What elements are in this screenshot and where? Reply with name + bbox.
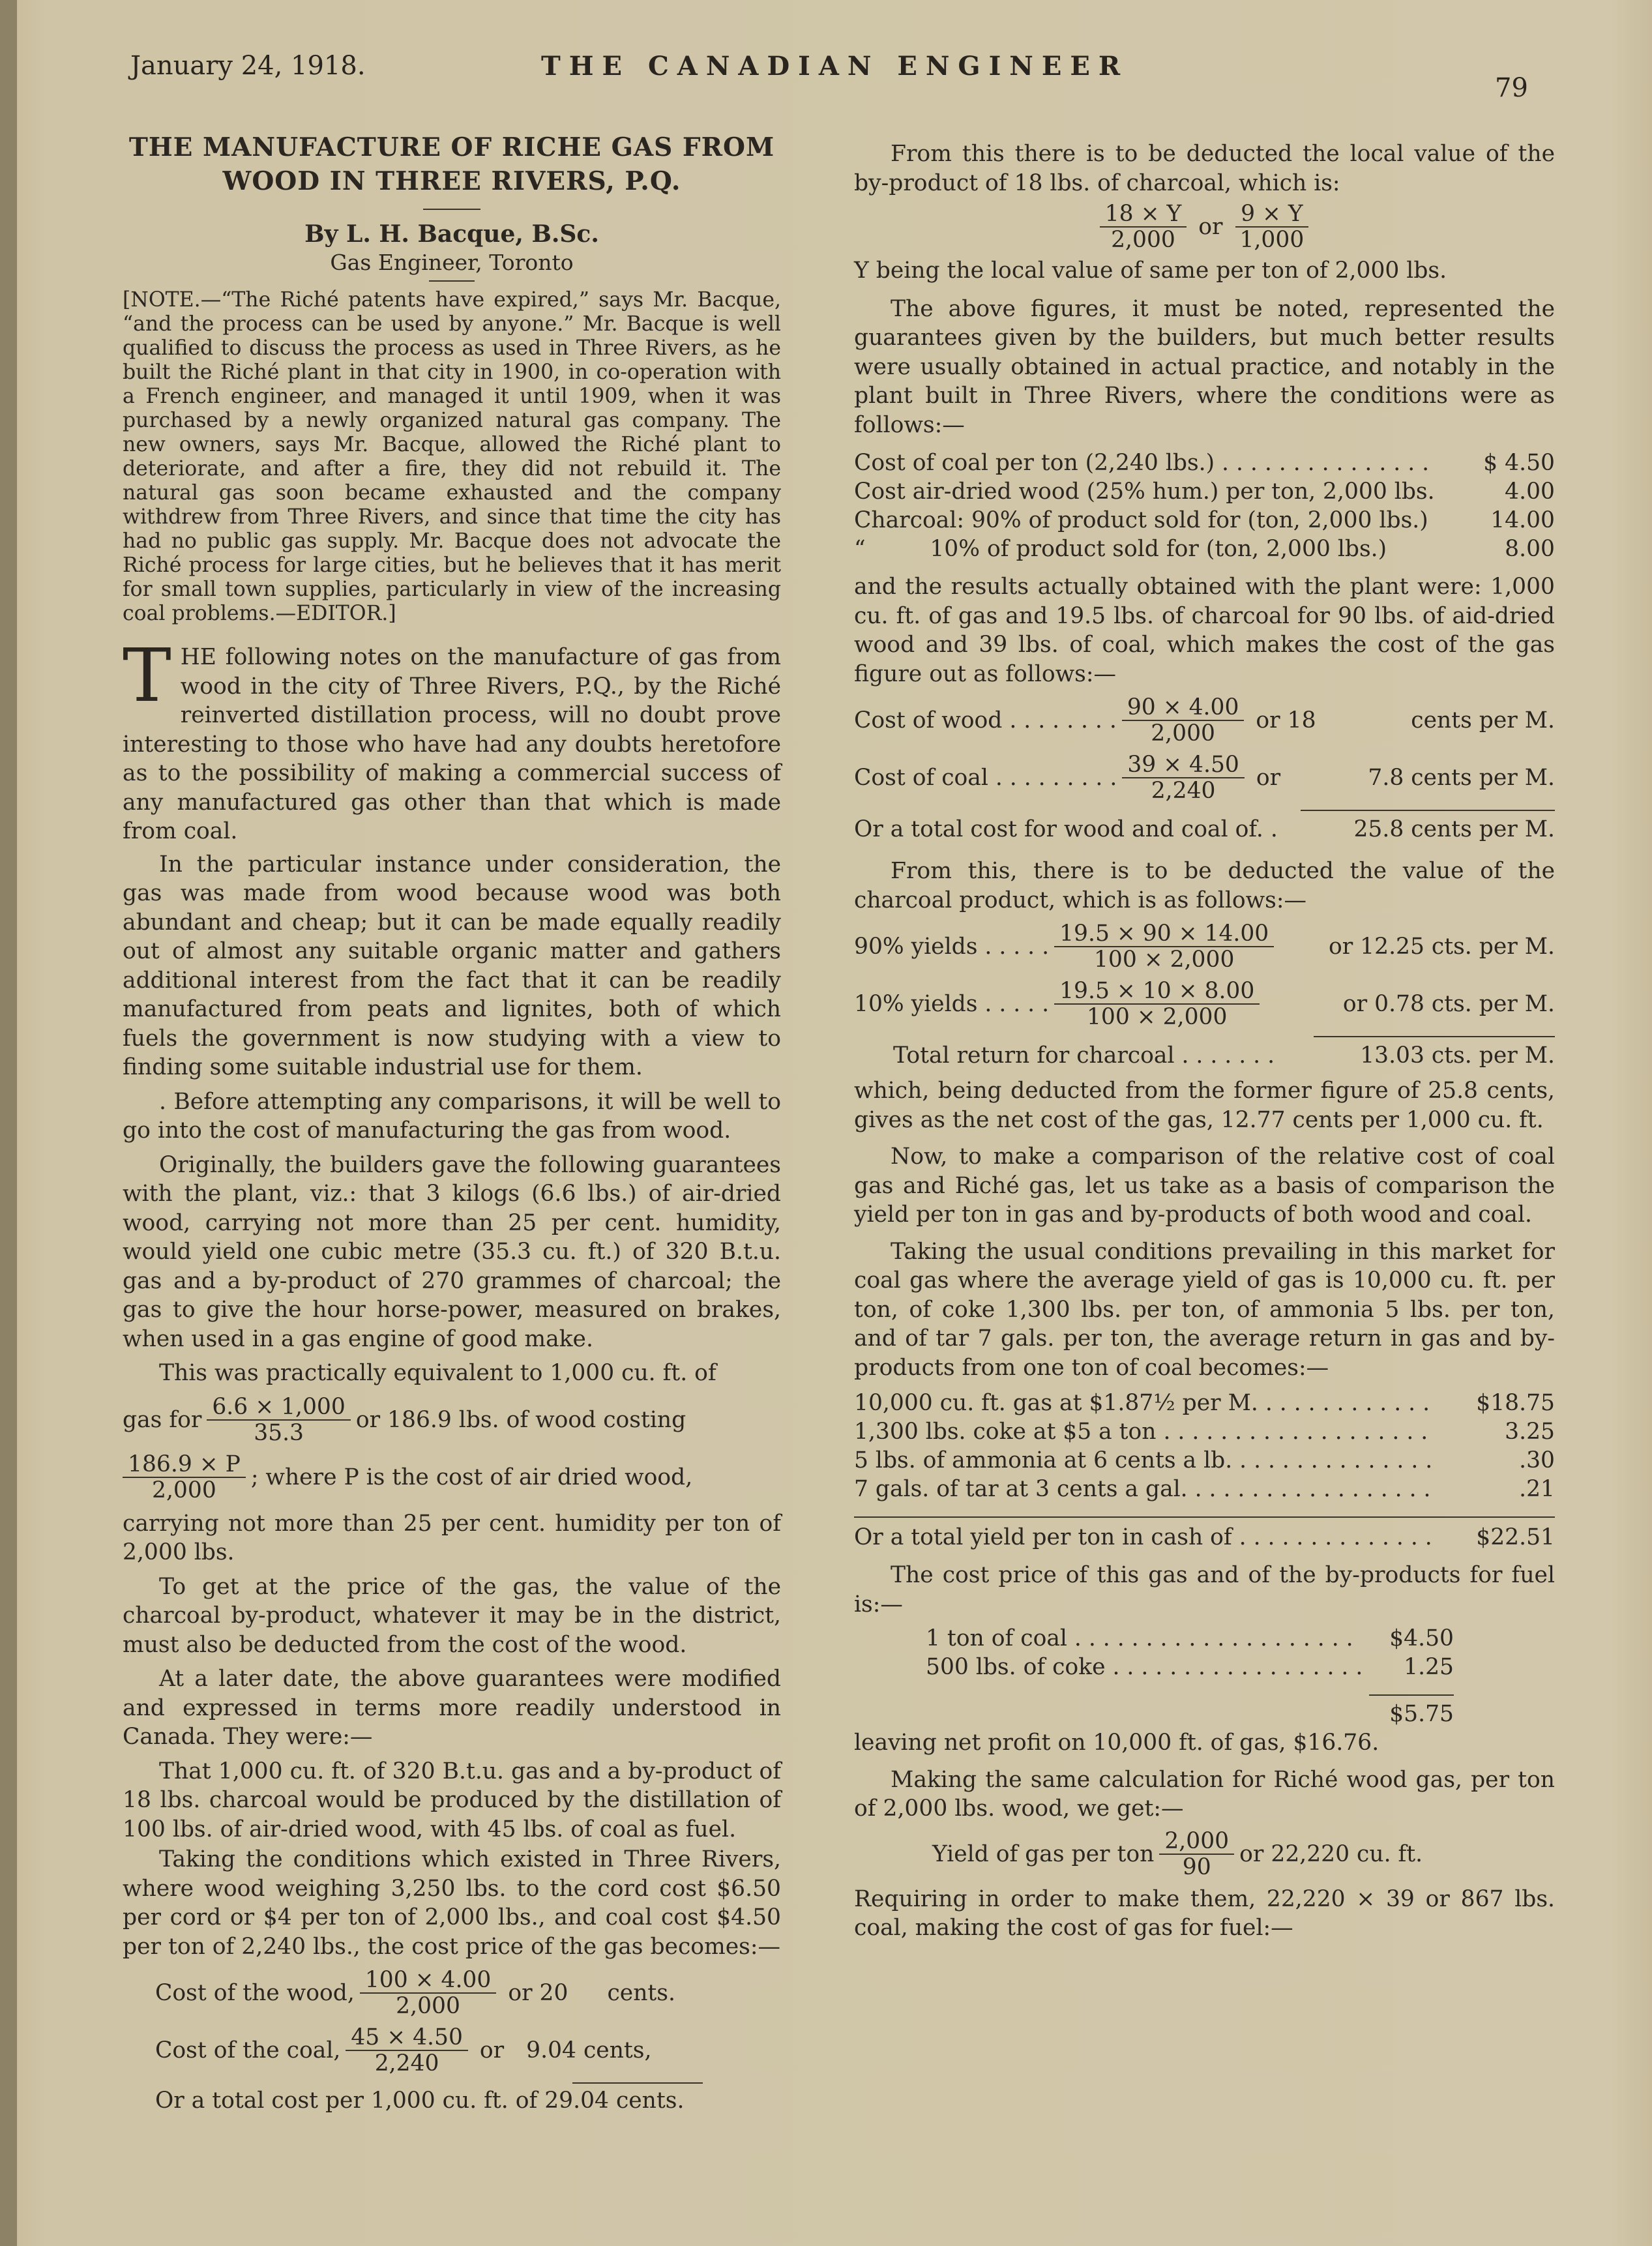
fraction	[123, 1452, 246, 1503]
calc-wood	[123, 1968, 781, 2018]
list-item	[854, 506, 1555, 535]
list-item-label: 5 lbs. of ammonia at 6 cents a lb. . . . . . . . . . . . . . .	[854, 1447, 1433, 1473]
list-item-label: Charcoal: 90% of product sold for (ton, 2,000 lbs.)	[854, 507, 1428, 533]
eq-or: or	[1198, 214, 1223, 240]
paragraph-8: That 1,000 cu. ft. of 320 B.t.u. gas and a by-product of 18 lbs. charcoal would be produced by the distillation of 100 lbs. of air-dried wood, with 45 lbs. of coal as fuel.	[123, 1758, 781, 1842]
list-item	[854, 1446, 1555, 1475]
fraction-denominator: 35.3	[254, 1419, 304, 1446]
calc-result: or 12.25 cts. per M.	[1328, 934, 1555, 960]
list-item-value: .30	[1519, 1447, 1555, 1473]
drop-cap: T	[123, 634, 171, 718]
eq-text: ; where P is the cost of air dried wood,	[250, 1464, 693, 1490]
paragraph-2: In the particular instance under consideration, the gas was made from wood because wood was both abundant and cheap; but it can be made equally readily out of almost any suitable organic matter and gathers additional interest from the fact that it can be readily manufactured from peats and lignites, both of which fuels the government is now studying with a view to finding some suitable industrial use for them.	[123, 851, 781, 1080]
total-rule	[1301, 810, 1555, 811]
calc-label: 10% yields . . . . .	[854, 991, 1050, 1017]
calc-result-unit: cents per M.	[1411, 707, 1555, 733]
paragraph-5-lead: This was practically equivalent to 1,000 cu. ft. of	[159, 1360, 716, 1386]
list-item-label: 1,300 lbs. coke at $5 a ton . . . . . . . . . . . . . . . . . . .	[854, 1419, 1428, 1445]
paragraph-r7: Now, to make a comparison of the relative cost of coal gas and Riché gas, let us take as a basis of comparison the yield per ton in gas and by-products of both wood and coal.	[854, 1144, 1555, 1228]
fraction	[1122, 752, 1245, 803]
calc-or: or	[1256, 765, 1281, 791]
calc-result: 13.03 cts. per M.	[1360, 1042, 1555, 1069]
calc-label: Yield of gas per ton	[932, 1840, 1155, 1867]
fraction	[1100, 201, 1187, 252]
fraction-denominator: 2,240	[1151, 778, 1216, 804]
fraction	[1122, 695, 1245, 746]
total-rule	[1369, 1694, 1454, 1696]
fraction	[1054, 979, 1260, 1029]
fraction	[1159, 1829, 1234, 1880]
list-item-label: “ 10% of product sold for (ton, 2,000 lbs.)	[854, 536, 1387, 562]
calc-label: Cost of the coal,	[155, 2037, 341, 2063]
paragraph-r12: Requiring in order to make them, 22,220 × 39 or 867 lbs. coal, making the cost of gas for fuel:—	[854, 1885, 1555, 1941]
list-item-value: .21	[1519, 1476, 1555, 1502]
list-item-value: 3.25	[1505, 1419, 1555, 1445]
paragraph-9: Taking the conditions which existed in Three Rivers, where wood weighing 3,250 lbs. to the cord cost $6.50 per cord or $4 per ton of 2,000 lbs., and coal cost $4.50 per ton of 2,240 lbs., the cost price of the gas becomes:—	[123, 1846, 781, 1960]
calc-charcoal-10	[854, 979, 1555, 1029]
fraction-numerator: 9 × Y	[1235, 201, 1308, 228]
calc-result: or 22,220 cu. ft.	[1239, 1840, 1423, 1867]
paragraph-r2: Y being the local value of same per ton of 2,000 lbs.	[854, 258, 1447, 284]
list-item-value: 14.00	[1490, 507, 1555, 533]
list-item-value: $4.50	[1389, 1625, 1454, 1651]
list-item-label: 1 ton of coal . . . . . . . . . . . . . . . . . . . .	[926, 1625, 1353, 1651]
calc-total-wood-coal	[854, 815, 1555, 844]
calc-result: 7.8 cents per M.	[1368, 765, 1555, 791]
list-item	[854, 477, 1555, 506]
fraction-denominator: 100 × 2,000	[1093, 947, 1235, 973]
list-item-value: 8.00	[1505, 536, 1555, 562]
list-item	[926, 1624, 1454, 1653]
fraction	[207, 1395, 350, 1445]
left-column	[123, 130, 781, 2116]
equation-charcoal-value	[854, 201, 1555, 252]
list-item-label: Or a total yield per ton in cash of . . . . . . . . . . . . . .	[854, 1524, 1432, 1550]
right-column	[854, 130, 1555, 1943]
fraction-denominator: 2,000	[152, 1477, 216, 1503]
total-rule	[1314, 1036, 1555, 1037]
binding-gutter	[0, 0, 17, 2246]
fraction-numerator: 18 × Y	[1100, 201, 1187, 228]
paragraph-r8: Taking the usual conditions prevailing in this market for coal gas where the average yield of gas is 10,000 cu. ft. per ton, of coke 1,300 lbs. per ton, of ammonia 5 lbs. per ton, and of tar 7 gals. per ton, the average return in gas and by-products from one ton of coal becomes:—	[854, 1238, 1555, 1381]
fraction	[360, 1968, 497, 2018]
list-item-value: 4.00	[1505, 479, 1555, 505]
calc-label: 90% yields . . . . .	[854, 934, 1050, 960]
fraction	[346, 2025, 468, 2076]
calc-label: Total return for charcoal . . . . . . .	[893, 1042, 1275, 1069]
calc-label: Cost of coal . . . . . . . . .	[854, 765, 1117, 791]
list-item-value: $ 4.50	[1483, 450, 1555, 476]
list-item-value: $22.51	[1476, 1524, 1555, 1550]
calc-coal-per-m	[854, 752, 1555, 803]
calc-result: or 0.78 cts. per M.	[1342, 991, 1555, 1017]
equation-wood-weight	[123, 1395, 781, 1445]
calc-result-unit: cents.	[607, 1980, 675, 2006]
list-item-label: Cost of coal per ton (2,240 lbs.) . . . . . . . . . . . . . . .	[854, 450, 1430, 476]
fraction-denominator: 1,000	[1239, 227, 1305, 253]
list-item-label: 7 gals. of tar at 3 cents a gal. . . . . . . . . . . . . . . . . .	[854, 1476, 1431, 1502]
paragraph-r10: leaving net profit on 10,000 ft. of gas, $16.76.	[854, 1730, 1379, 1756]
fraction-numerator: 90 × 4.00	[1122, 695, 1245, 721]
article-title-line-1: THE MANUFACTURE OF RICHE GAS FROM	[128, 132, 775, 162]
list-item	[854, 1523, 1555, 1552]
paragraph-6: To get at the price of the gas, the value of the charcoal by-product, whatever it may be in the district, must also be deducted from the cost of the wood.	[123, 1573, 781, 1658]
eq-text: gas for	[123, 1406, 202, 1433]
paragraph-r11: Making the same calculation for Riché wood gas, per ton of 2,000 lbs. wood, we get:—	[854, 1766, 1555, 1822]
total-rule	[572, 2082, 703, 2084]
page-number: 79	[1495, 73, 1528, 103]
fuel-cost-list	[926, 1624, 1454, 1681]
fraction-numerator: 100 × 4.00	[360, 1968, 497, 1994]
paragraph-r1: From this there is to be deducted the local value of the by-product of 18 lbs. of charcoal, which is:	[854, 141, 1555, 196]
editor-note: [NOTE.—“The Riché patents have expired,” says Mr. Bacque, “and the process can be used by anyone.” Mr. Bacque is well qualified to discuss the process as used in Three Rivers, as he built the Riché plant in that city in 1900, in co-operation with a French engineer, and managed it until 1909, when it was purchased by a newly organized natural gas company. The new owners, says Mr. Bacque, allowed the Riché plant to deteriorate, and after a fire, they did not rebuild it. The natural gas soon became exhausted and the company withdrew from Three Rivers, and since that time the city has had no public gas supply. Mr. Bacque does not advocate the Riché process for large cities, but he believes that it has merit for small town supplies, particularly in view of the increasing coal problems.—EDITOR.]	[123, 288, 781, 625]
fuel-cost-total: $5.75	[1389, 1701, 1454, 1727]
paragraph-7: At a later date, the above guarantees were modified and expressed in terms more readily understood in Canada. They were:—	[123, 1666, 781, 1750]
list-item	[854, 535, 1555, 563]
calc-result: 25.8 cents per M.	[1353, 816, 1555, 842]
paragraph-r4: and the results actually obtained with the plant were: 1,000 cu. ft. of gas and 19.5 lbs. of charcoal for 90 lbs. of aid-dried wood and 39 lbs. of coal, which makes the cost of the gas figure out as follows:—	[854, 574, 1555, 687]
calc-label: Cost of wood . . . . . . . .	[854, 707, 1117, 733]
list-item	[854, 1475, 1555, 1503]
fraction-numerator: 19.5 × 10 × 8.00	[1054, 979, 1260, 1005]
fraction-denominator: 2,000	[396, 1993, 460, 2019]
list-item	[854, 1389, 1555, 1417]
byline: By L. H. Bacque, B.Sc.	[304, 220, 599, 248]
list-item-value: 1.25	[1404, 1654, 1454, 1680]
paragraph-5-tail: carrying not more than 25 per cent. humidity per ton of 2,000 lbs.	[123, 1510, 781, 1565]
calc-riche-yield	[854, 1829, 1555, 1880]
paragraph-1-text: HE following notes on the manufacture of gas from wood in the city of Three Rivers, P.Q., by the Riché reinverted distillation process, will no doubt prove interesting to those who have had any doubts heretofore as to the possibility of making a commercial success of any manufactured gas other than that which is made from coal.	[123, 644, 781, 844]
journal-title: THE CANADIAN ENGINEER	[541, 51, 1129, 81]
calc-wood-per-m	[854, 695, 1555, 746]
list-item-label: 500 lbs. of coke . . . . . . . . . . . . . . . . . .	[926, 1654, 1363, 1680]
total-rule	[854, 1516, 1555, 1518]
calc-or: or	[479, 2037, 505, 2063]
paragraph-r3: The above figures, it must be noted, represented the guarantees given by the builders, but much better results were usually obtained in actual practice, and notably in the plant built in Three Rivers, where the conditions were as follows:—	[854, 295, 1555, 438]
byline-divider	[429, 280, 475, 282]
calc-charcoal-total	[854, 1041, 1555, 1070]
list-item-value: $18.75	[1476, 1390, 1555, 1416]
paragraph-1	[123, 634, 781, 846]
coal-yield-list	[854, 1389, 1555, 1503]
calc-result-value: or 20	[508, 1980, 568, 2006]
article-title-line-2: WOOD IN THREE RIVERS, P.Q.	[222, 166, 681, 196]
fraction	[1235, 201, 1310, 252]
paragraph-r9: The cost price of this gas and of the by-products for fuel is:—	[854, 1562, 1555, 1618]
coal-yield-total	[854, 1523, 1555, 1552]
fraction-numerator: 19.5 × 90 × 14.00	[1054, 921, 1274, 947]
fraction-denominator: 100 × 2,000	[1086, 1004, 1228, 1030]
fraction-denominator: 2,000	[1111, 227, 1175, 253]
title-divider	[423, 209, 480, 210]
fraction-numerator: 39 × 4.50	[1122, 752, 1245, 778]
fraction-numerator: 2,000	[1159, 1829, 1234, 1855]
paragraph-r6: which, being deducted from the former figure of 25.8 cents, gives as the net cost of the gas, 12.77 cents per 1,000 cu. ft.	[854, 1078, 1555, 1133]
paragraph-r5: From this, there is to be deducted the value of the charcoal product, which is as follows:—	[854, 858, 1555, 913]
calc-label: Cost of the wood,	[155, 1980, 355, 2006]
issue-date: January 24, 1918.	[130, 51, 366, 81]
fraction-numerator: 45 × 4.50	[346, 2025, 468, 2051]
list-item	[854, 1417, 1555, 1446]
fraction	[1054, 921, 1274, 972]
paragraph-4: Originally, the builders gave the following guarantees with the plant, viz.: that 3 kilogs (6.6 lbs.) of air-dried wood, carrying not more than 25 per cent. humidity, would yield one cubic metre (35.3 cu. ft.) of 320 B.t.u. gas and a by-product of 270 grammes of charcoal; the gas to give the hour horse-power, measured on brakes, when used in a gas engine of good make.	[123, 1151, 781, 1352]
calc-total: Or a total cost per 1,000 cu. ft. of 29.04 cents.	[155, 2088, 685, 2114]
eq-text: or 186.9 lbs. of wood costing	[355, 1406, 686, 1433]
calc-coal	[123, 2025, 781, 2076]
fraction-denominator: 90	[1182, 1854, 1211, 1880]
fraction-denominator: 2,240	[374, 2050, 439, 2076]
author-affiliation: Gas Engineer, Toronto	[330, 250, 574, 275]
paragraph-3: . Before attempting any comparisons, it will be well to go into the cost of manufacturing the gas from wood.	[123, 1088, 781, 1144]
calc-result-value: or 18	[1256, 707, 1316, 733]
fraction-denominator: 2,000	[1151, 720, 1216, 746]
fraction-numerator: 186.9 × P	[123, 1452, 246, 1478]
conditions-list	[854, 449, 1555, 563]
fraction-numerator: 6.6 × 1,000	[207, 1395, 350, 1421]
calc-result: 9.04 cents,	[526, 2037, 652, 2063]
list-item	[854, 449, 1555, 477]
equation-wood-cost	[123, 1452, 781, 1503]
list-item-label: Cost air-dried wood (25% hum.) per ton, 2,000 lbs.	[854, 479, 1435, 505]
calc-charcoal-90	[854, 921, 1555, 972]
list-item-label: 10,000 cu. ft. gas at $1.87½ per M. . . . . . . . . . . . .	[854, 1390, 1430, 1416]
list-item	[926, 1653, 1454, 1681]
calc-label: Or a total cost for wood and coal of. .	[854, 816, 1278, 842]
